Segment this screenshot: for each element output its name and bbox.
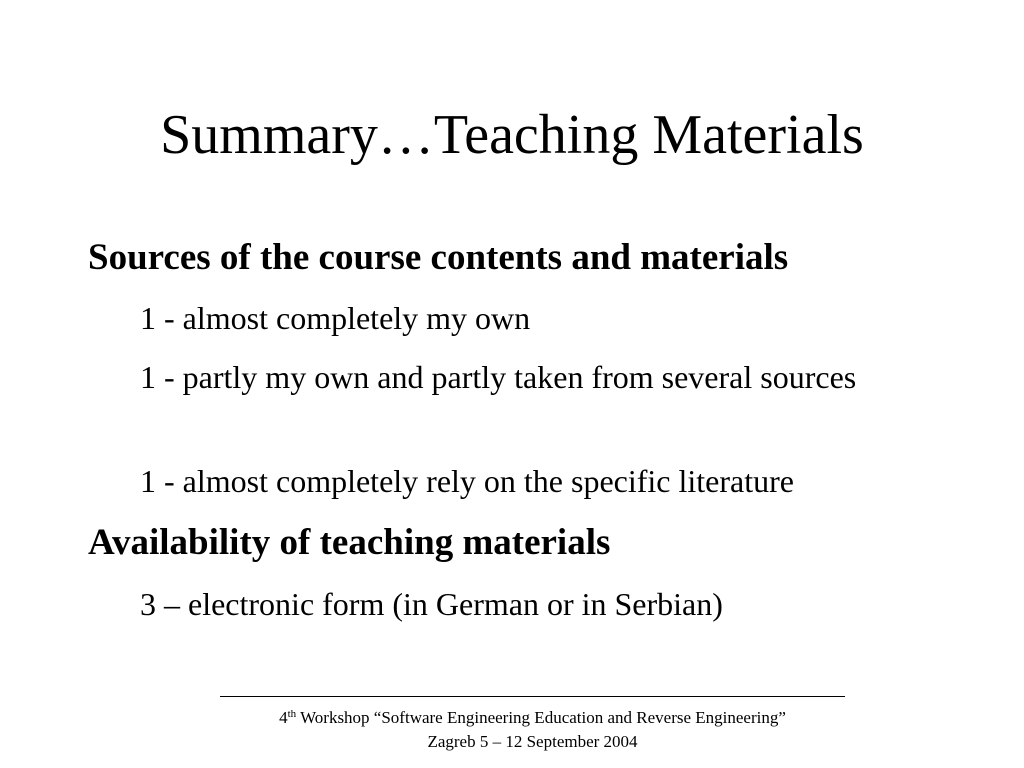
list-item: 1 - almost completely rely on the specific literature	[140, 463, 794, 499]
footer-workshop-line	[220, 706, 845, 730]
slide-title: Summary…Teaching Materials	[160, 104, 864, 166]
footer-workshop-name: Workshop “Software Engineering Education and Reverse Engineering”	[296, 708, 786, 727]
footer-location-dates: Zagreb 5 – 12 September 2004	[427, 732, 638, 751]
section-heading-availability: Availability of teaching materials	[88, 522, 611, 563]
section-heading-sources: Sources of the course contents and materials	[88, 237, 789, 278]
footer-ordinal-number: 4	[279, 708, 288, 727]
footer	[220, 706, 845, 754]
list-item: 1 - partly my own and partly taken from several sources	[140, 359, 857, 395]
footer-divider	[220, 696, 845, 697]
list-item: 3 – electronic form (in German or in Serbian)	[140, 586, 723, 622]
list-item: 1 - almost completely my own	[140, 300, 531, 336]
footer-ordinal-suffix: th	[287, 708, 297, 720]
